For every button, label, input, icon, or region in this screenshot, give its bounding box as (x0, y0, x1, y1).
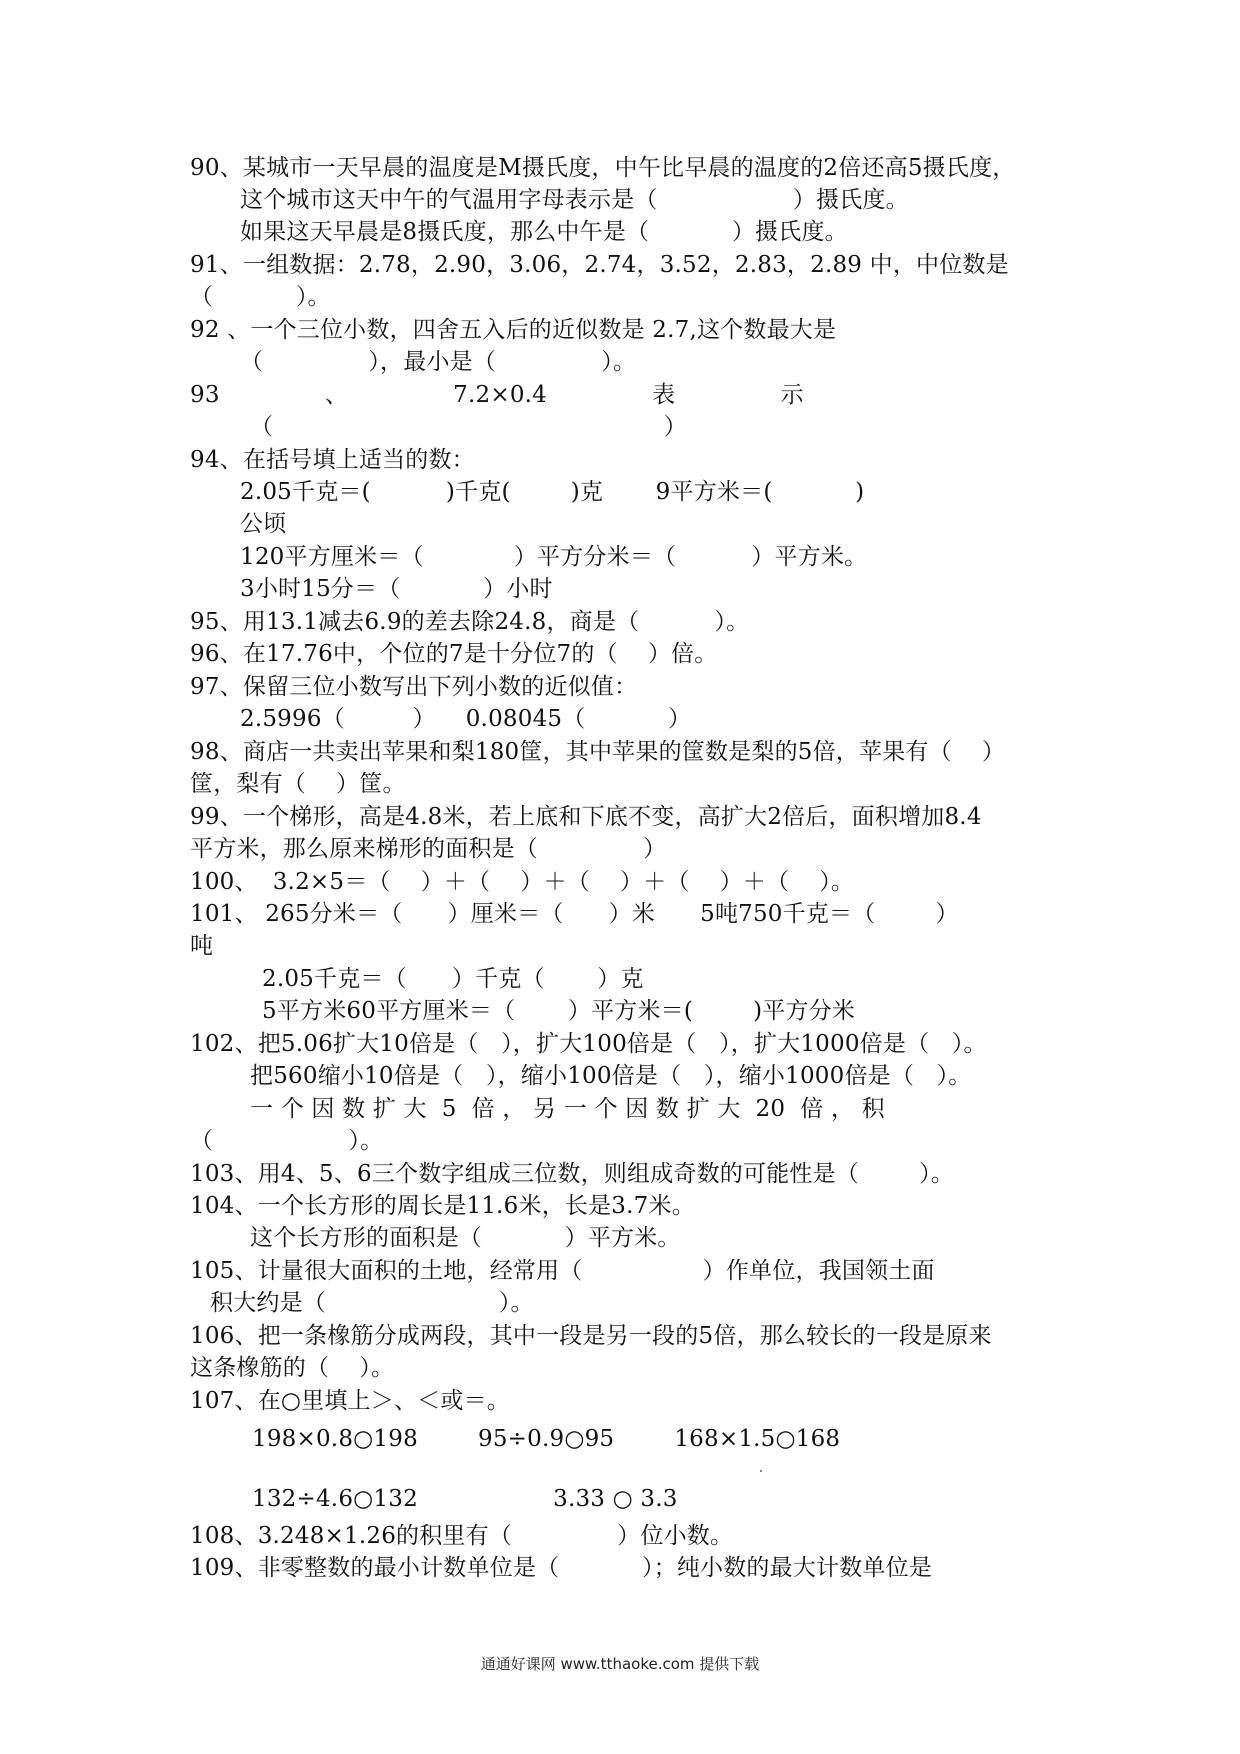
text-line: 198×0.8○198 95÷0.9○95 168×1.5○168 (252, 1426, 841, 1452)
text-line: 5平方米60平方厘米＝（ ）平方米＝( )平方分米 (262, 998, 856, 1024)
text-line: 2.05千克＝（ ）千克（ ）克 (262, 966, 644, 992)
text-line: （ ）。 (190, 1128, 384, 1154)
text-line: 这条橡筋的（ ）。 (190, 1355, 395, 1381)
text-line: 把560缩小10倍是（ ），缩小100倍是（ ），缩小1000倍是（ ）。 (250, 1063, 972, 1089)
text-line: 这个长方形的面积是（ ）平方米。 (250, 1225, 681, 1251)
text-line: 106、把一条橡筋分成两段，其中一段是另一段的5倍，那么较长的一段是原来 (190, 1323, 992, 1349)
text-line: 97、保留三位小数写出下列小数的近似值： (190, 674, 638, 700)
text-line: 这个城市这天中午的气温用字母表示是（ ）摄氏度。 (240, 187, 909, 213)
text-line: 120平方厘米＝（ ）平方分米＝（ ）平方米。 (240, 544, 868, 570)
text-line: （ ）。 (190, 284, 331, 310)
text-line: 一 个 因 数 扩 大 5 倍 ， 另 一 个 因 数 扩 大 20 倍 ， 积 (250, 1096, 885, 1122)
text-line: 2.05千克＝( )千克( )克 9平方米＝( ) (240, 479, 865, 505)
text-line: 94、在括号填上适当的数： (190, 447, 475, 473)
text-line: 公顷 (240, 511, 287, 537)
text-line: 103、用4、5、6三个数字组成三位数，则组成奇数的可能性是（ ）。 (190, 1161, 954, 1187)
text-line: 105、计量很大面积的土地，经常用（ ）作单位，我国领土面 (190, 1258, 935, 1284)
text-line: 2.5996（ ） 0.08045（ ） (240, 706, 692, 732)
text-line: 吨 (190, 933, 214, 959)
text-line: （ ） (250, 414, 687, 440)
repeating-decimal-dot (760, 1470, 762, 1472)
text-line: 100、 3.2×5＝（ ）＋（ ）＋（ ）＋（ ）＋（ ）。 (190, 869, 855, 895)
text-line: 93 、 7.2×0.4 表 示 (190, 382, 804, 408)
text-line: 107、在○里填上＞、＜或＝。 (190, 1388, 510, 1414)
text-line: 如果这天早晨是8摄氏度，那么中午是（ ）摄氏度。 (240, 219, 848, 245)
text-line: 102、把5.06扩大10倍是（ ），扩大100倍是（ ），扩大1000倍是（ ）。 (190, 1031, 987, 1057)
text-line: 104、一个长方形的周长是11.6米，长是3.7米。 (190, 1193, 695, 1219)
text-line: 109、非零整数的最小计数单位是（ ）；纯小数的最大计数单位是 (190, 1555, 933, 1581)
text-line: 96、在17.76中，个位的7是十分位7的（ ）倍。 (190, 641, 718, 667)
text-line: 91、一组数据：2.78，2.90，3.06，2.74，3.52，2.83，2.89 中，中位数是 (190, 252, 1009, 278)
text-line: 筐，梨有（ ）筐。 (190, 771, 406, 797)
text-line: 132÷4.6○132 3.33 ○ 3.3 (252, 1486, 678, 1512)
text-line: 108、3.248×1.26的积里有（ ）位小数。 (190, 1523, 734, 1549)
text-line: 积大约是（ ）。 (210, 1290, 534, 1316)
text-line: 90、某城市一天早晨的温度是M摄氏度，中午比早晨的温度的2倍还高5摄氏度， (190, 155, 1016, 181)
text-line: 101、 265分米＝（ ）厘米＝（ ）米 5吨750千克＝（ ） (190, 901, 959, 927)
page-footer: 通通好课网 www.tthaoke.com 提供下载 (480, 1655, 760, 1673)
text-line: 92 、一个三位小数，四舍五入后的近似数是 2.7,这个数最大是 (190, 317, 837, 343)
text-line: 平方米，那么原来梯形的面积是（ ） (190, 836, 667, 862)
text-line: 99、一个梯形，高是4.8米，若上底和下底不变，高扩大2倍后，面积增加8.4 (190, 804, 982, 830)
text-line: 98、商店一共卖出苹果和梨180筐，其中苹果的筐数是梨的5倍，苹果有（ ） (190, 739, 1006, 765)
text-line: 95、用13.1减去6.9的差去除24.8，商是（ ）。 (190, 609, 750, 635)
text-line: （ ），最小是（ ）。 (240, 349, 637, 375)
text-line: 3小时15分＝（ ）小时 (240, 576, 553, 602)
